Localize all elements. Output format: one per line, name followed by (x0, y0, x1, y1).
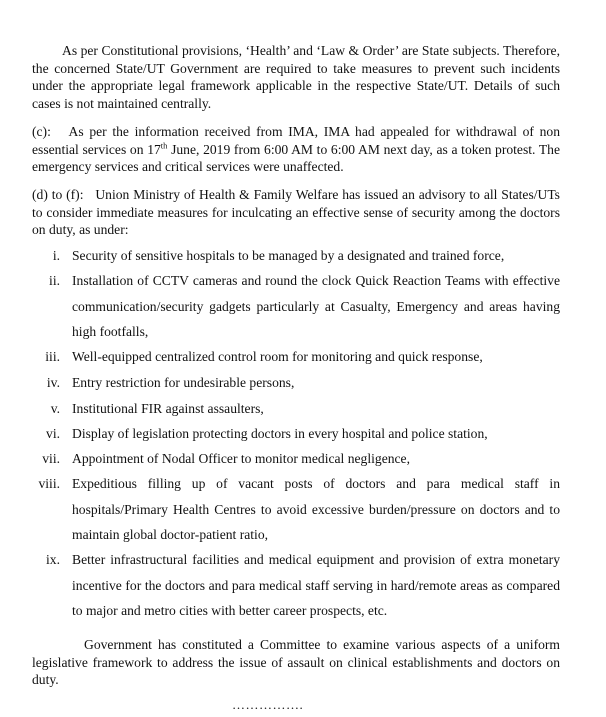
list-item-text: Appointment of Nodal Officer to monitor medical negligence, (72, 451, 410, 466)
list-item (32, 268, 560, 345)
list-item-text: Security of sensitive hospitals to be managed by a designated and trained force, (72, 248, 505, 263)
paragraph-committee: Government has constituted a Committee to examine various aspects of a uniform legislative framework to address the issue of assault on clinical establishments and doctors on duty. (32, 637, 560, 687)
list-item (32, 396, 560, 422)
list-item-text: Expeditious filling up of vacant posts of doctors and para medical staff in hospitals/Primary Health Centres to avoid excessive burden/pressure on doctors and to maintain global doctor-patient ratio, (72, 476, 560, 542)
list-item-text: Installation of CCTV cameras and round the clock Quick Reaction Teams with effective communication/security gadgets particularly at Casualty, Emergency and areas having high footfalls, (72, 273, 560, 339)
list-item-text: Better infrastructural facilities and medical equipment and provision of extra monetary incentive for the doctors and para medical staff serving in hard/remote areas as compared to major and metro cities with better career prospects, etc. (72, 552, 560, 618)
list-item-number: vi. (46, 426, 60, 441)
paragraph-constitutional: As per Constitutional provisions, ‘Health’ and ‘Law & Order’ are State subjects. Therefore, the concerned State/UT Government are required to take measures to prevent such incidents under the appropriate legal framework applicable in the respective State/UT. Details of such cases is not maintained centrally. (32, 43, 560, 111)
list-item (32, 344, 560, 370)
list-item-number: iii. (45, 349, 60, 364)
list-item-number: viii. (38, 476, 60, 491)
list-item-text: Display of legislation protecting doctors in every hospital and police station, (72, 426, 488, 441)
paragraph-c-sup: th (160, 139, 168, 150)
list-item-number: ix. (46, 552, 60, 567)
list-item (32, 547, 560, 624)
paragraph-c-text: As per the information received from IMA, IMA had appealed for withdrawal of non essential services on 17 (32, 124, 560, 157)
list-item (32, 421, 560, 447)
list-item-number: v. (50, 401, 60, 416)
list-item-text: Institutional FIR against assaulters, (72, 401, 264, 416)
paragraph-c-label: (c): (32, 124, 51, 139)
paragraph-d-f (32, 186, 560, 239)
list-item-number: i. (52, 248, 60, 263)
list-item (32, 446, 560, 472)
list-item-number: vii. (42, 451, 60, 466)
list-item-number: iv. (46, 375, 60, 390)
list-item (32, 471, 560, 548)
end-of-document-dots: ……………. (232, 697, 304, 712)
paragraph-c-text-end: June, 2019 from 6:00 AM to 6:00 AM next day, as a token protest. The emergency services and critical services were unaffected. (32, 141, 560, 174)
paragraph-c (32, 123, 560, 176)
list-item-text: Well-equipped centralized control room for monitoring and quick response, (72, 349, 483, 364)
list-item (32, 243, 560, 269)
list-item-text: Entry restriction for undesirable persons, (72, 375, 295, 390)
paragraph-d-f-label: (d) to (f): (32, 187, 84, 202)
list-item (32, 370, 560, 396)
list-item-number: ii. (49, 273, 60, 288)
paragraph-d-f-text: Union Ministry of Health & Family Welfare has issued an advisory to all States/UTs to consider immediate measures for inculcating an effective sense of security among the doctors on duty, as under: (32, 187, 560, 237)
